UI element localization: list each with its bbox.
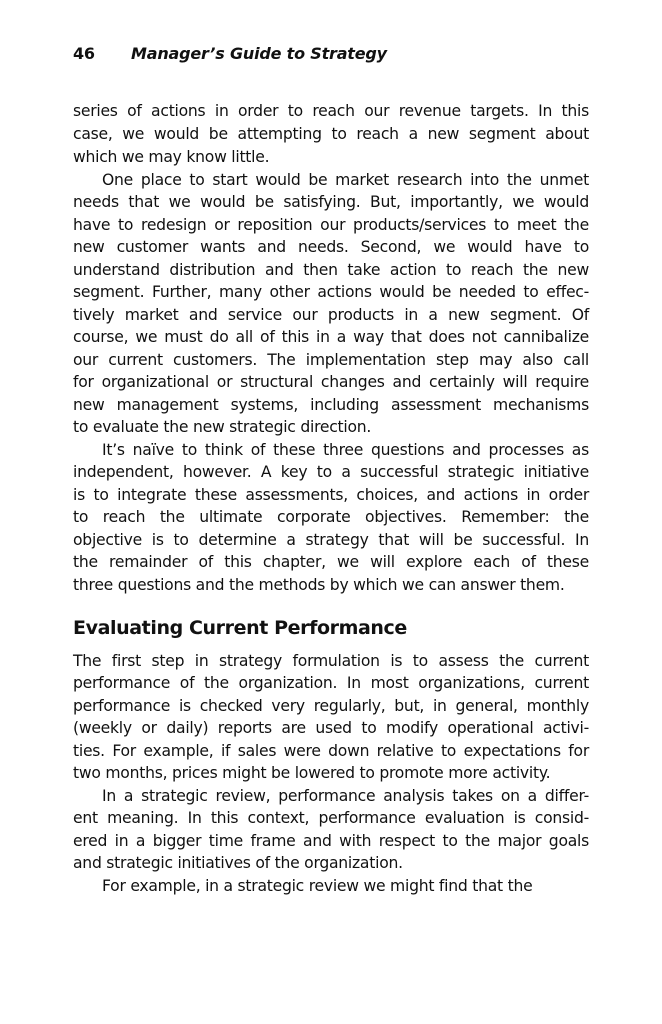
body-text-line: which we may know little. <box>73 148 270 166</box>
body-text-line: have to redesign or reposition our products/services to meet the <box>73 216 589 234</box>
body-text-line: and strategic initiatives of the organization. <box>73 854 403 872</box>
book-title: Manager’s Guide to Strategy <box>131 44 387 63</box>
body-text-line: our current customers. The implementation step may also call <box>73 351 589 369</box>
body-text-line: performance of the organization. In most organizations, current <box>73 674 589 692</box>
body-text-line: ties. For example, if sales were down relative to expectations for <box>73 742 589 760</box>
body-text-line: case, we would be attempting to reach a new segment about <box>73 125 589 143</box>
body-text-line: needs that we would be satisfying. But, importantly, we would <box>73 193 589 211</box>
body-text-line: three questions and the methods by which we can answer them. <box>73 576 565 594</box>
body-text-line: new management systems, including assessment mechanisms <box>73 396 589 414</box>
body-text-line: to evaluate the new strategic direction. <box>73 418 372 436</box>
body-text-line: to reach the ultimate corporate objectives. Remember: the <box>73 508 589 526</box>
running-head <box>73 43 387 65</box>
body-text-line: In a strategic review, performance analysis takes on a differ- <box>102 787 589 805</box>
body-text-line: (weekly or daily) reports are used to modify operational activi- <box>73 719 589 737</box>
body-text-line: series of actions in order to reach our revenue targets. In this <box>73 102 589 120</box>
body-text-line: ered in a bigger time frame and with respect to the major goals <box>73 832 589 850</box>
body-text-line: objective is to determine a strategy that will be successful. In <box>73 531 589 549</box>
body-text-line: ent meaning. In this context, performance evaluation is consid- <box>73 809 589 827</box>
body-text-line: course, we must do all of this in a way that does not cannibalize <box>73 328 589 346</box>
body-text-line: is to integrate these assessments, choices, and actions in order <box>73 486 589 504</box>
body-text-line: tively market and service our products in a new segment. Of <box>73 306 589 324</box>
page-number: 46 <box>73 44 95 63</box>
section-heading: Evaluating Current Performance <box>73 617 407 639</box>
body-text-line: segment. Further, many other actions would be needed to effec- <box>73 283 589 301</box>
body-text-line: understand distribution and then take action to reach the new <box>73 261 589 279</box>
body-text-line: One place to start would be market research into the unmet <box>102 171 589 189</box>
body-text-line: for organizational or structural changes and certainly will require <box>73 373 589 391</box>
body-text-line: new customer wants and needs. Second, we would have to <box>73 238 589 256</box>
body-text-line: the remainder of this chapter, we will explore each of these <box>73 553 589 571</box>
body-text-line: independent, however. A key to a successful strategic initiative <box>73 463 589 481</box>
body-text-line: performance is checked very regularly, but, in general, monthly <box>73 697 589 715</box>
body-text-line: For example, in a strategic review we might find that the <box>102 877 533 895</box>
body-text-line: The first step in strategy formulation is to assess the current <box>73 652 589 670</box>
body-text-line: two months, prices might be lowered to promote more activity. <box>73 764 551 782</box>
body-text-line: It’s naïve to think of these three questions and processes as <box>102 441 589 459</box>
